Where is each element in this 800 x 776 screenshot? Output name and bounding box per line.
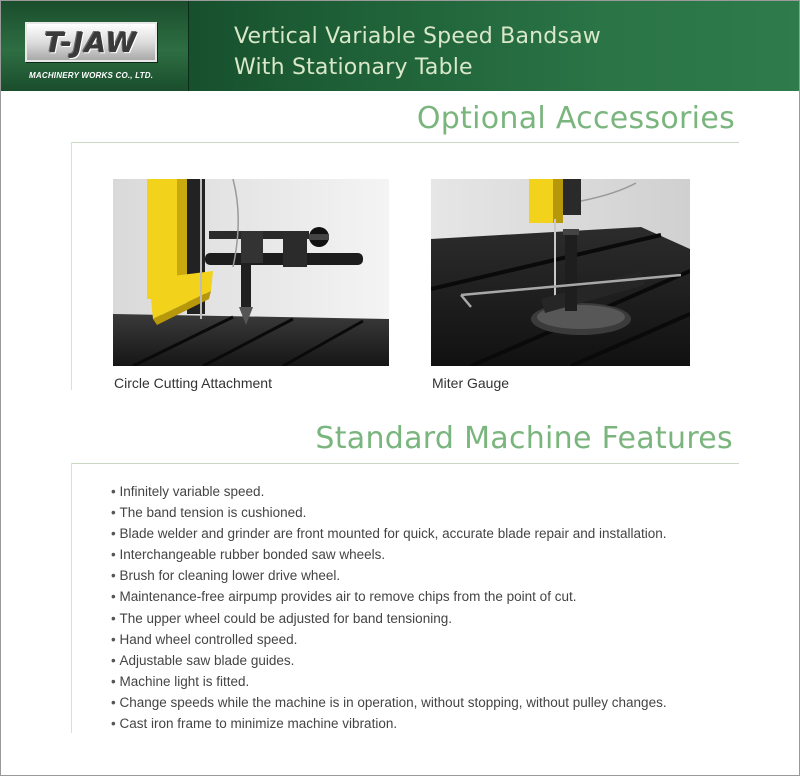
miter-gauge-photo xyxy=(431,179,690,366)
feature-item: • Cast iron frame to minimize machine vibration. xyxy=(111,713,751,734)
product-title-line-1: Vertical Variable Speed Bandsaw xyxy=(234,24,601,49)
product-title-line-2: With Stationary Table xyxy=(234,55,473,80)
circle-cutting-photo xyxy=(113,179,389,366)
feature-item: • Hand wheel controlled speed. xyxy=(111,629,751,650)
feature-item: • The upper wheel could be adjusted for band tensioning. xyxy=(111,608,751,629)
feature-item: • Interchangeable rubber bonded saw wheels. xyxy=(111,544,751,565)
feature-item: • The band tension is cushioned. xyxy=(111,502,751,523)
feature-item: • Change speeds while the machine is in operation, without stopping, without pulley changes. xyxy=(111,692,751,713)
header-banner xyxy=(1,1,800,91)
logo-text: T-JAW xyxy=(44,26,138,59)
features-rule xyxy=(71,463,739,464)
feature-item: • Maintenance-free airpump provides air to remove chips from the point of cut. xyxy=(111,586,751,607)
company-name: MACHINERY WORKS CO., LTD. xyxy=(29,71,154,80)
miter-gauge-illustration xyxy=(431,179,690,366)
feature-item: • Machine light is fitted. xyxy=(111,671,751,692)
features-list xyxy=(111,481,751,734)
circle-cutting-caption: Circle Cutting Attachment xyxy=(114,375,272,391)
feature-item: • Adjustable saw blade guides. xyxy=(111,650,751,671)
accessories-left-rule xyxy=(71,142,72,390)
features-heading: Standard Machine Features xyxy=(315,421,733,456)
miter-gauge-caption: Miter Gauge xyxy=(432,375,510,391)
circle-cutting-illustration xyxy=(113,179,389,366)
accessories-rule xyxy=(71,142,739,143)
feature-item: • Infinitely variable speed. xyxy=(111,481,751,502)
logo-block xyxy=(1,1,189,91)
features-left-rule xyxy=(71,463,72,733)
feature-item: • Blade welder and grinder are front mounted for quick, accurate blade repair and installation. xyxy=(111,523,751,544)
accessories-heading: Optional Accessories xyxy=(416,101,735,136)
product-title xyxy=(234,21,601,83)
feature-item: • Brush for cleaning lower drive wheel. xyxy=(111,565,751,586)
logo-plate xyxy=(25,22,157,62)
